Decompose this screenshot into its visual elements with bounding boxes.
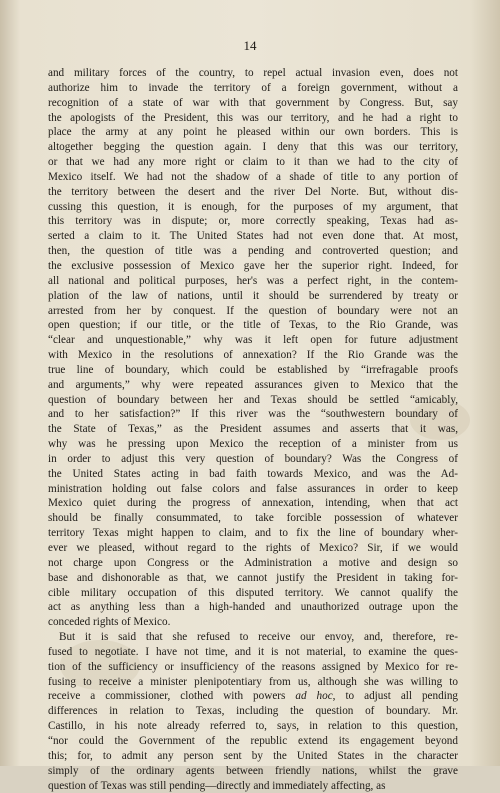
text-line: fusing to receive a minister plenipotentiary from us, although she was willing to [48,675,458,690]
text-line: “clear and unquestionable,” why was it left open for future adjustment [48,333,458,348]
text-line: should be finally consummated, to take forcible possession of whatever [48,511,458,526]
text-line: altogether begging the question again. I deny that this was our territory, [48,140,458,155]
text-line: “nor could the Government of the republic extend its engagement beyond [48,734,458,749]
text-line: in order to adjust this very question of boundary? Was the Congress of [48,452,458,467]
text-line: arrested from her by conquest. If the question of boundary were not an [48,304,458,319]
text-line: this; for, to admit any person sent by the United States in the character [48,749,458,764]
paragraph [48,630,458,793]
text-line: recognition of a state of war with that government by Congress. But, say [48,96,458,111]
text-line: tion of the sufficiency or insufficiency of the reasons assigned by Mexico for re- [48,660,458,675]
text-line: Castillo, in his note already referred to, says, in relation to this question, [48,719,458,734]
text-line: serted a claim to it. The United States had not even done that. At most, [48,229,458,244]
text-line: this territory was in dispute; or, more correctly speaking, Texas had as- [48,214,458,229]
text-line: and military forces of the country, to repel actual invasion even, does not [48,66,458,81]
text-line: open question; if our title, or the title of Texas, to the Rio Grande, was [48,318,458,333]
text-line: then, the question of title was a pending and controverted question; and [48,244,458,259]
text-line: Mexico itself. We had not the shadow of a shade of title to any portion of [48,170,458,185]
text-line: why was he pressing upon Mexico the reception of a minister from us [48,437,458,452]
text-line: plation of the law of nations, until it should be surrendered by treaty or [48,289,458,304]
text-line: base and dishonorable as that, we cannot justify the President in taking for- [48,571,458,586]
text-line: the exclusive possession of Mexico gave her the superior right. Indeed, for [48,259,458,274]
text-line: true line of boundary, which could be established by “irrefragable proofs [48,363,458,378]
text-line: and to her satisfaction?” If this river was the “southwestern boundary of [48,407,458,422]
text-line: and arguments,” why were repeated assurances given to Mexico that the [48,378,458,393]
text-line: fused to negotiate. I have not time, and it is not material, to examine the ques- [48,645,458,660]
text-line: But it is said that she refused to receive our envoy, and, therefore, re- [48,630,458,645]
text-line: ever we pleased, without regard to the rights of Mexico? Sir, if we would [48,541,458,556]
text-line: with Mexico in the resolutions of annexation? If the Rio Grande was the [48,348,458,363]
text-line: authorize him to invade the territory of a foreign government, without a [48,81,458,96]
text-line: the State of Texas,” as the President assumes and asserts that it was, [48,422,458,437]
text-line: cible military occupation of this disputed territory. We cannot qualify the [48,586,458,601]
body-text [48,66,458,793]
text-line: ministration holding out false colors and false assurances in order to keep [48,482,458,497]
text-line: question of boundary between her and Texas should be settled “amicably, [48,393,458,408]
text-line: conceded rights of Mexico. [48,615,458,630]
text-line: all national and political purposes, her's was a perfect right, in the contem- [48,274,458,289]
text-line: act as anything less than a high-handed and unauthorized outrage upon the [48,600,458,615]
text-line: or that we had any more right or claim to it than we had to the city of [48,155,458,170]
page-number: 14 [0,38,500,54]
text-line: differences in relation to Texas, including the question of boundary. Mr. [48,704,458,719]
text-line: receive a commissioner, clothed with powers ad hoc, to adjust all pending [48,689,458,704]
text-line: place the army at any point he pleased within our own borders. This is [48,125,458,140]
text-line: the territory between the desert and the river Del Norte. But, without dis- [48,185,458,200]
text-line: simply of the ordinary agents between friendly nations, whilst the grave [48,764,458,779]
text-line: Mexico quiet during the progress of annexation, intending, when that act [48,496,458,511]
text-line: territory Texas might happen to claim, and to fix the line of boundary wher- [48,526,458,541]
text-line: question of Texas was still pending—directly and immediately affecting, as [48,779,458,793]
text-line: not charge upon Congress or the Administration a motive and design so [48,556,458,571]
text-line: the apologists of the President, this was our territory, and he had a right to [48,111,458,126]
italic-term: ad hoc [295,690,332,702]
text-line: the United States acting in bad faith towards Mexico, and was the Ad- [48,467,458,482]
text-line: cussing this question, it is enough, for the purposes of my argument, that [48,200,458,215]
paragraph [48,66,458,630]
